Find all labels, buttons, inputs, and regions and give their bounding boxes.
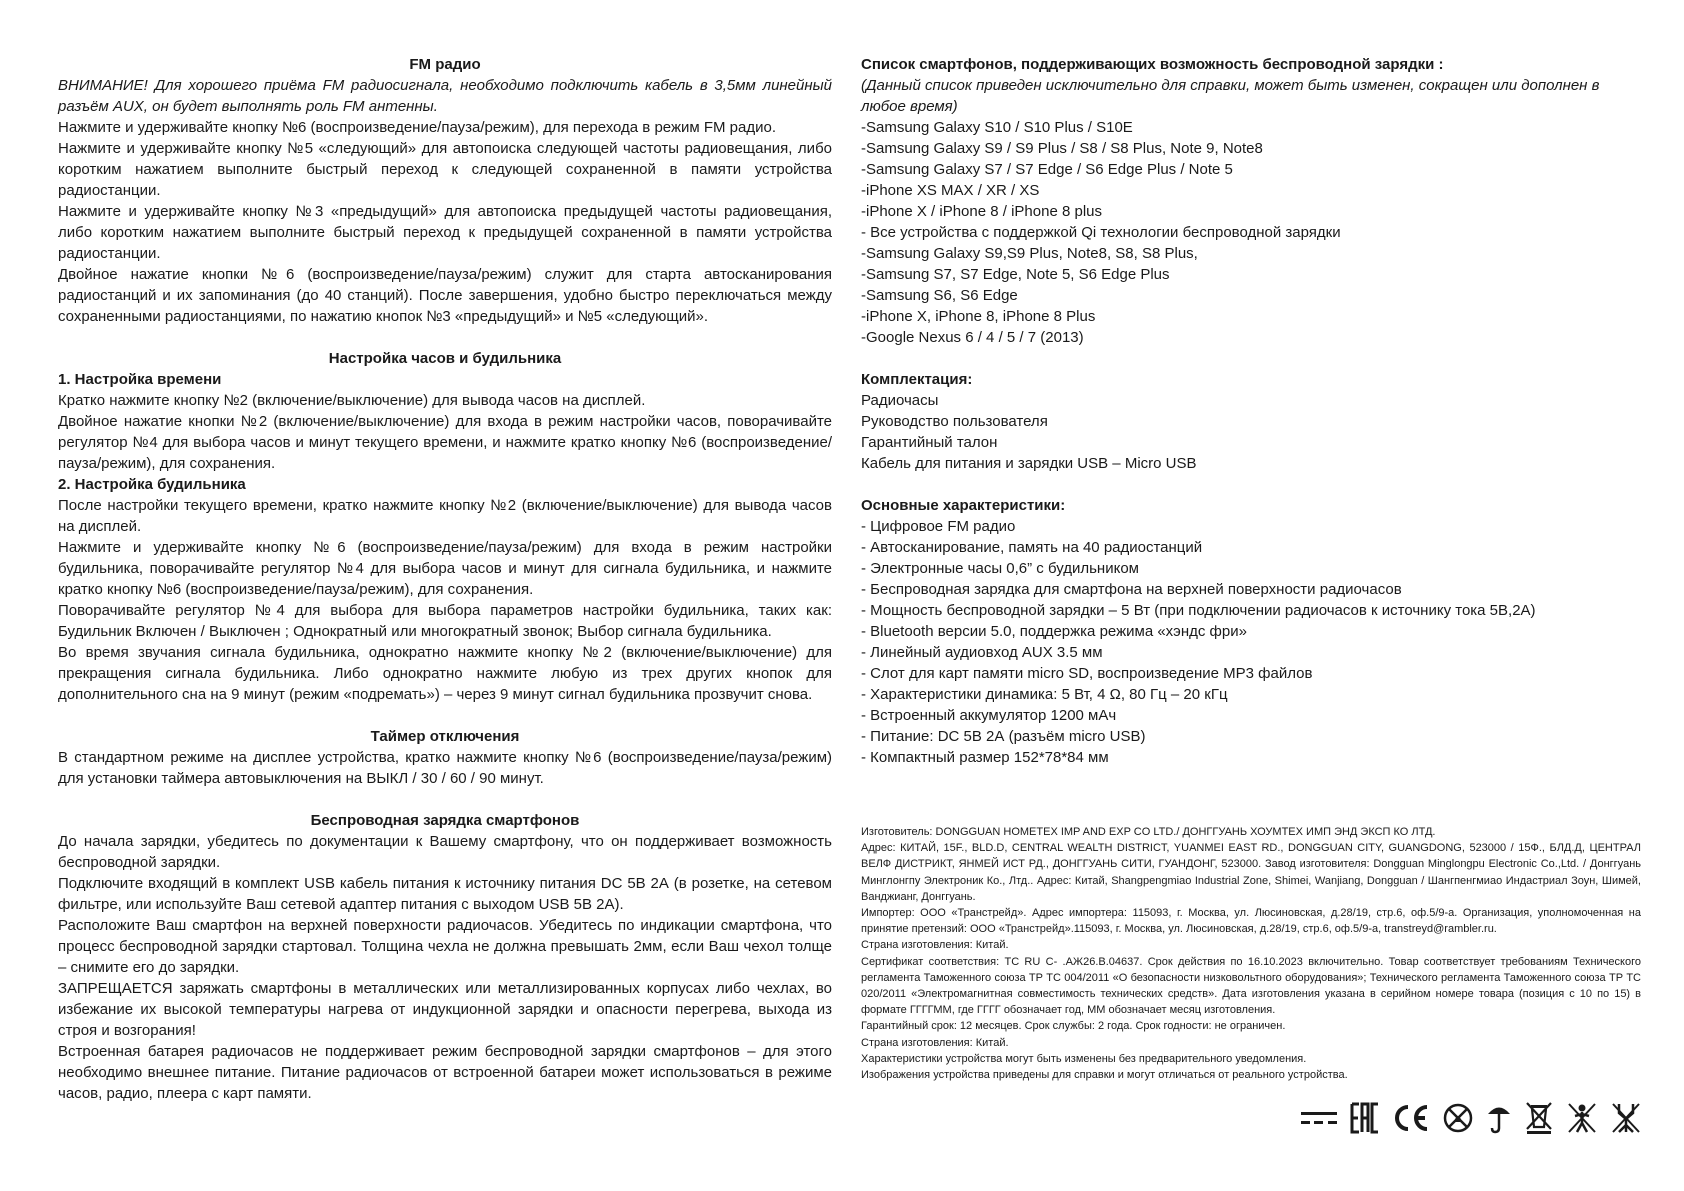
spacer (58, 327, 832, 348)
no-burn-icon (1442, 1098, 1474, 1138)
list-item: - Электронные часы 0,6” с будильником (861, 560, 1139, 577)
specs-title: Основные характеристики: (861, 497, 1066, 514)
no-disassemble-icon (1610, 1098, 1642, 1138)
certification-marks (1302, 1098, 1642, 1138)
list-item: -Samsung S6, S6 Edge (861, 287, 1018, 304)
image-disclaimer: Изображения устройства приведены для справки и могут отличаться от реального устройства. (861, 1069, 1348, 1082)
package-list (861, 390, 1641, 474)
dc-symbol-icon (1300, 1098, 1338, 1138)
specs-change-notice: Характеристики устройства могут быть изменены без предварительного уведомления. (861, 1052, 1307, 1065)
list-item: - Автосканирование, память на 40 радиостанций (861, 539, 1203, 556)
specs-list (861, 516, 1641, 768)
certificate-line: Сертификат соответствия: ТС RU C- .АЖ26.В.04637. Срок действия по 16.10.2023 включительно. Товар соответствует требованиям Технического регламента Таможенного союза ТР ТС 004/2011 «О безопасности низковольтного оборудования»; Технического регламента Таможенного союза ТР ТС 020/2011 «Электромагнитная совместимость технических средств». Дата изготовления указана в серийном номере товара (позиция с 10 по 15) в формате ГГГГММ, где ГГГГ обозначает год, ММ обозначает месяц изготовления. (861, 955, 1641, 1017)
time-setup-heading: 1. Настройка времени (58, 371, 222, 388)
list-item: Гарантийный талон (861, 434, 998, 451)
address-line: Адрес: КИТАЙ, 15F., BLD.D, CENTRAL WEALTH DISTRICT, YUANMEI EAST RD., DONGGUAN CITY, GUANGDONG, 523000 / 15Ф., БЛД.Д, ЦЕНТРАЛ ВЕЛФ ДИСТРИКТ, ЯНМЕЙ ИСТ РД., ДОНГГУАНЬ СИТИ, ГУАНДОНГ, 523000. Завод изготовителя: Dongguan Minglongpu Electronic Co.,Ltd. / Донггуань Минглонгпу Электроник Ко., Лтд.. Адрес: Китай, Shangpengmiao Industrial Zone, Shimei, Wanjiang, Dongguan / Шангпенгмиао Индастриал Зоун, Шимей, Ванджианг, Донггуань. (861, 842, 1641, 903)
list-item: -Samsung Galaxy S7 / S7 Edge / S6 Edge Plus / Note 5 (861, 161, 1233, 178)
list-item: - Характеристики динамика: 5 Вт, 4 Ω, 80 Гц – 20 кГц (861, 686, 1228, 703)
weee-bin-icon (1524, 1098, 1554, 1138)
clock-section-title: Настройка часов и будильника (328, 350, 562, 367)
warranty-line: Гарантийный срок: 12 месяцев. Срок службы: 2 года. Срок годности: не ограничен. (861, 1020, 1286, 1033)
list-item: - Bluetooth версии 5.0, поддержка режима «хэндс фри» (861, 623, 1247, 640)
list-item: - Мощность беспроводной зарядки – 5 Вт (при подключении радиочасов к источнику тока 5В,2А) (861, 602, 1536, 619)
alarm-paragraph: Во время звучания сигнала будильника, однократно нажмите кнопку №2 (включение/выключение) для прекращения сигнала будильника. Либо однократно нажмите любую из трех других кнопок для дополнительного сна на 9 минут (режим «подремать») – через 9 минут сигнал будильника прозвучит снова. (58, 644, 832, 703)
fm-paragraph: Нажмите и удерживайте кнопку №5 «следующий» для автопоиска следующей частоты радиовещания, либо коротким нажатием выполните быстрый переход к следующей сохраненной в памяти устройства радиостанции. (58, 140, 832, 199)
list-item: - Линейный аудиовход AUX 3.5 мм (861, 644, 1103, 661)
fm-radio-title: FM радио (409, 56, 481, 73)
importer-line: Импортер: ООО «Транстрейд». Адрес импортера: 115093, г. Москва, ул. Люсиновская, д.28/19, стр.6, оф.5/9-а. Организация, уполномоченная на принятие претензий: ООО «Транстрейд».115093, г. Москва, ул. Люсиновская, д.28/19, стр.6, оф.5/9-а, transtreyd@rambler.ru. (861, 907, 1641, 936)
list-item: -Samsung S7, S7 Edge, Note 5, S6 Edge Plus (861, 266, 1170, 283)
list-item: -Samsung Galaxy S9,S9 Plus, Note8, S8, S8 Plus, (861, 245, 1198, 262)
spacer (861, 474, 1641, 495)
timer-paragraph: В стандартном режиме на дисплее устройства, кратко нажмите кнопку №6 (воспроизведение/пауза/режим) для установки таймера автовыключения на ВЫКЛ / 30 / 60 / 90 минут. (58, 749, 832, 787)
list-item: - Встроенный аккумулятор 1200 мАч (861, 707, 1117, 724)
fm-warning: ВНИМАНИЕ! Для хорошего приёма FM радиосигнала, необходимо подключить кабель в 3,5мм линейный разъём AUX, он будет выполнять роль FM антенны. (58, 77, 832, 115)
list-item: -Google Nexus 6 / 4 / 5 / 7 (2013) (861, 329, 1084, 346)
list-item: -iPhone XS MAX / XR / XS (861, 182, 1040, 199)
country-line: Страна изготовления: Китай. (861, 939, 1009, 952)
fm-paragraph: Двойное нажатие кнопки №6 (воспроизведение/пауза/режим) служит для старта автосканирования радиостанций и их запоминания (до 40 станций). После завершения, удобно быстро переключаться между сохраненными радиостанциями, по нажатию кнопок №3 «предыдущий» и №5 «следующий». (58, 266, 832, 325)
manufacturer-line: Изготовитель: DONGGUAN HOMETEX IMP AND EXP CO LTD./ ДОНГГУАНЬ ХОУМТЕХ ИМП ЭНД ЭКСП КО ЛТД. (861, 826, 1436, 838)
list-item: Радиочасы (861, 392, 939, 409)
wireless-paragraph: ЗАПРЕЩАЕТСЯ заряжать смартфоны в металлических или металлизированных корпусах либо чехлах, во избежание их высокой температуры нагрева от индукционной зарядки и опасности перегрева, выхода из строя и возгорания! (58, 980, 832, 1039)
spacer (861, 348, 1641, 369)
list-item: -Samsung Galaxy S10 / S10 Plus / S10E (861, 119, 1133, 136)
list-item: - Все устройства с поддержкой Qi технологии беспроводной зарядки (861, 224, 1341, 241)
left-column (58, 54, 832, 1104)
list-item: -iPhone X / iPhone 8 / iPhone 8 plus (861, 203, 1102, 220)
wireless-paragraph: Подключите входящий в комплект USB кабель питания к источнику питания DC 5В 2А (в розетке, на сетевом фильтре, или используйте Ваш сетевой адаптер питания с выходом USB 5В 2А). (58, 875, 832, 913)
time-paragraph: Кратко нажмите кнопку №2 (включение/выключение) для вывода часов на дисплей. (58, 392, 646, 409)
right-column (861, 54, 1641, 768)
spacer (58, 705, 832, 726)
wireless-paragraph: До начала зарядки, убедитесь по документации к Вашему смартфону, что он поддерживает возможность беспроводной зарядки. (58, 833, 832, 871)
list-item: -Samsung Galaxy S9 / S9 Plus / S8 / S8 Plus, Note 9, Note8 (861, 140, 1263, 157)
phones-list-title: Список смартфонов, поддерживающих возможность беспроводной зарядки : (861, 56, 1444, 73)
list-item: Руководство пользователя (861, 413, 1048, 430)
fm-paragraph: Нажмите и удерживайте кнопку №6 (воспроизведение/пауза/режим), для перехода в режим FM радио. (58, 119, 777, 136)
alarm-setup-heading: 2. Настройка будильника (58, 476, 246, 493)
list-item: - Слот для карт памяти micro SD, воспроизведение MP3 файлов (861, 665, 1313, 682)
alarm-paragraph: Поворачивайте регулятор №4 для выбора для выбора параметров настройки будильника, таких как: Будильник Включен / Выключен ; Однократный или многократный звонок; Выбор сигнала будильника. (58, 602, 832, 640)
list-item: - Компактный размер 152*78*84 мм (861, 749, 1109, 766)
spacer (58, 789, 832, 810)
no-children-icon (1566, 1098, 1598, 1138)
list-item: -iPhone X, iPhone 8, iPhone 8 Plus (861, 308, 1096, 325)
list-item: Кабель для питания и зарядки USB – Micro USB (861, 455, 1197, 472)
alarm-paragraph: Нажмите и удерживайте кнопку №6 (воспроизведение/пауза/режим) для входа в режим настройки будильника, поворачивайте регулятор №4 для выбора часов и минут для сигнала будильника, и нажмите кратко кнопку №6 (воспроизведение/пауза/режим), для сохранения. (58, 539, 832, 598)
wireless-charging-title: Беспроводная зарядка смартфонов (310, 812, 580, 829)
fm-paragraph: Нажмите и удерживайте кнопку №3 «предыдущий» для автопоиска предыдущей частоты радиовещания, либо коротким нажатием выполните быстрый переход к предыдущей сохраненной в памяти устройства радиостанции. (58, 203, 832, 262)
phones-list-note: (Данный список приведен исключительно для справки, может быть изменен, сокращен или дополнен в любое время) (861, 77, 1600, 115)
package-title: Комплектация: (861, 371, 973, 388)
eac-mark-icon (1350, 1098, 1380, 1138)
ce-mark-icon (1392, 1098, 1430, 1138)
time-paragraph: Двойное нажатие кнопки №2 (включение/выключение) для входа в режим настройки часов, поворачивайте регулятор №4 для выбора часов и минут текущего времени, и нажмите кратко кнопку №6 (воспроизведение/пауза/режим), для сохранения. (58, 413, 832, 472)
wireless-paragraph: Расположите Ваш смартфон на верхней поверхности радиочасов. Убедитесь по индикации смартфона, что процесс беспроводной зарядки стартовал. Толщина чехла не должна превышать 2мм, если Ваш чехол толще – снимите его до зарядки. (58, 917, 832, 976)
wireless-paragraph: Встроенная батарея радиочасов не поддерживает режим беспроводной зарядки смартфонов – для этого необходимо внешнее питание. Питание радиочасов от встроенной батареи может использоваться в режиме часов, радио, плеера с карт памяти. (58, 1043, 832, 1102)
keep-dry-icon (1486, 1098, 1512, 1138)
list-item: - Питание: DC 5В 2А (разъём micro USB) (861, 728, 1146, 745)
phones-list (861, 117, 1641, 348)
alarm-paragraph: После настройки текущего времени, кратко нажмите кнопку №2 (включение/выключение) для вывода часов на дисплей. (58, 497, 832, 535)
list-item: - Беспроводная зарядка для смартфона на верхней поверхности радиочасов (861, 581, 1402, 598)
legal-info (861, 824, 1641, 1083)
country-line: Страна изготовления: Китай. (861, 1036, 1009, 1049)
list-item: - Цифровое FM радио (861, 518, 1016, 535)
timer-title: Таймер отключения (370, 728, 520, 745)
